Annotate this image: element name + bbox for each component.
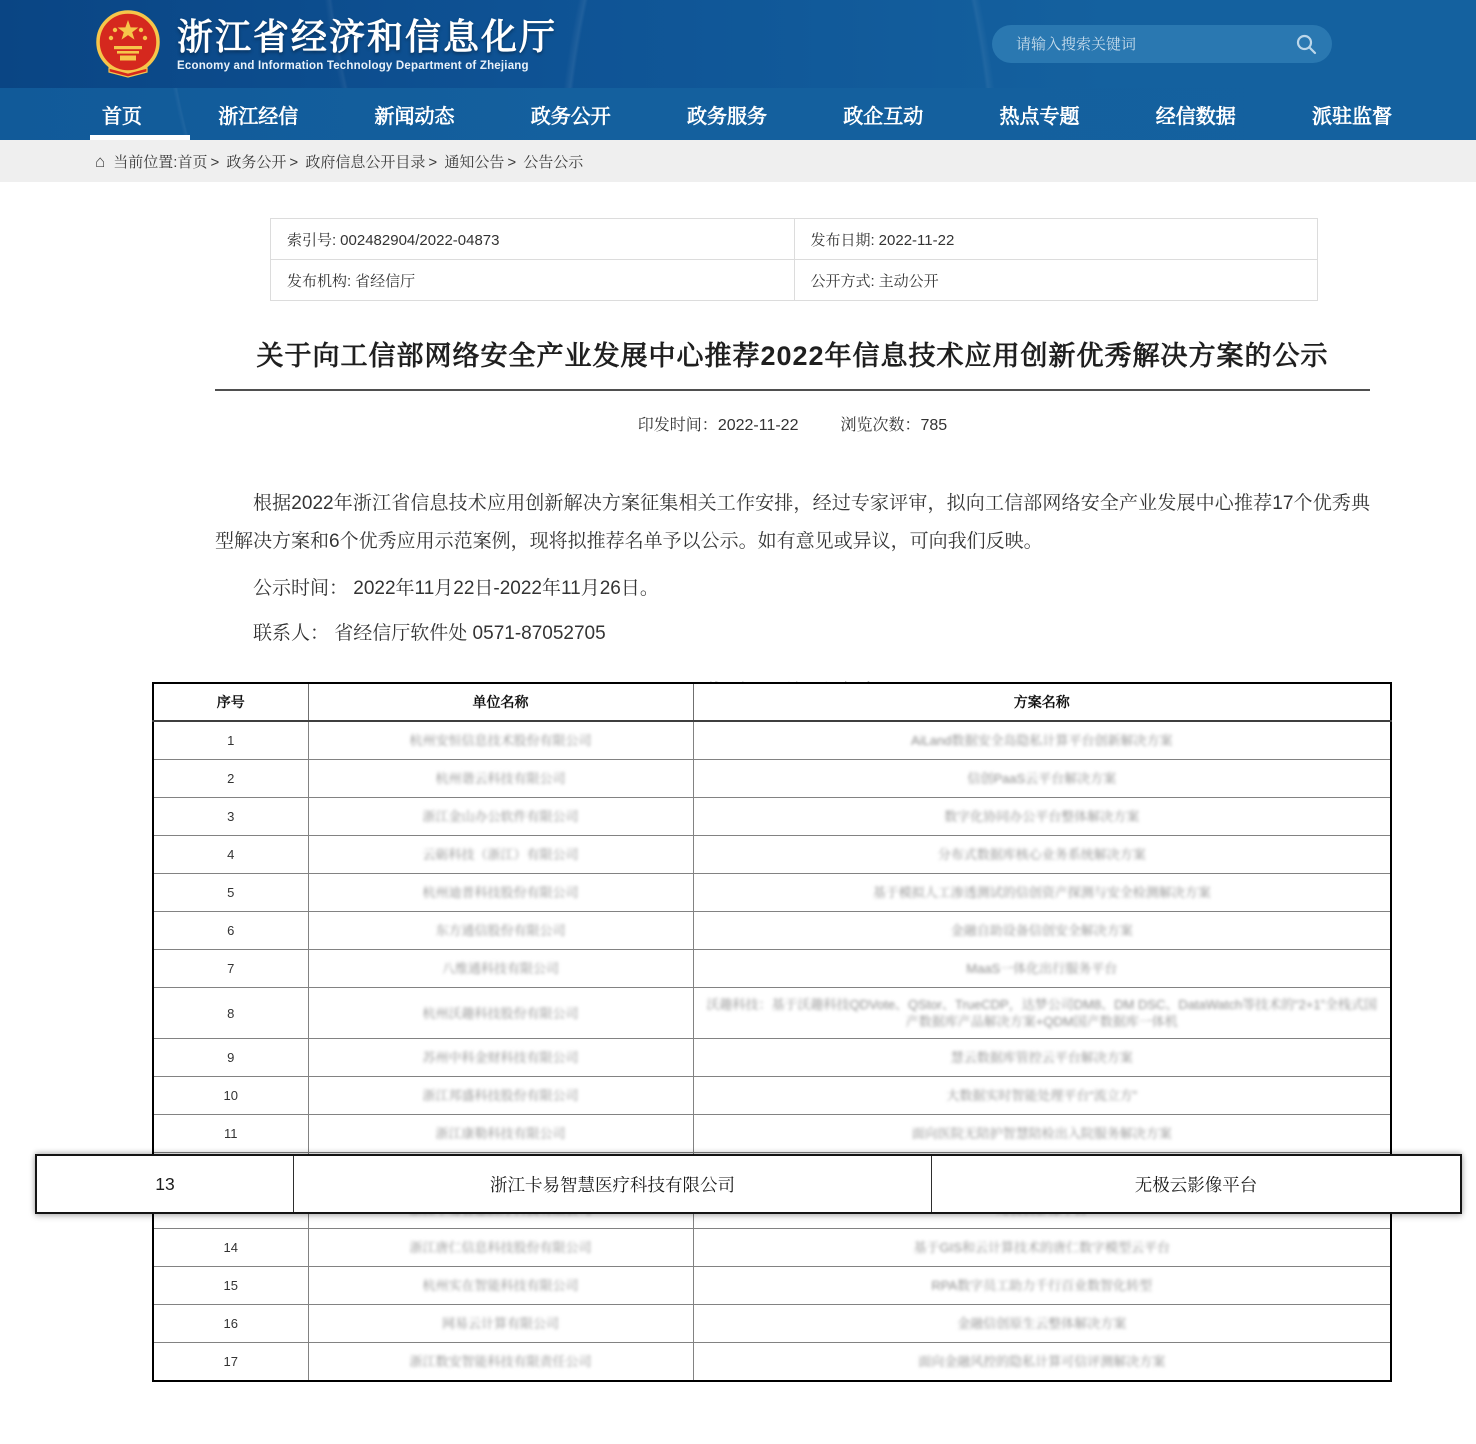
breadcrumb-separator: >	[289, 153, 303, 171]
row-no: 6	[153, 912, 308, 950]
row-company	[308, 1267, 693, 1305]
row-company-text: 杭州实在智能科技有限公司	[422, 1278, 579, 1293]
search-icon[interactable]	[1294, 32, 1318, 56]
doc-index-cell	[271, 219, 795, 260]
doc-method-cell	[794, 260, 1318, 301]
nav-item-1[interactable]: 首页	[88, 88, 156, 140]
breadcrumb-item-2[interactable]: 政务公开	[226, 153, 287, 171]
nav-item-4[interactable]: 政务公开	[530, 105, 611, 128]
site-logo[interactable]	[95, 10, 557, 78]
row-company	[308, 1077, 693, 1115]
breadcrumb-bar	[0, 140, 1476, 182]
table-body	[153, 721, 1391, 1381]
row-company-text: 浙江唐仁信息科技股份有限公司	[409, 1240, 592, 1255]
breadcrumb-item-5[interactable]: 公告公示	[523, 153, 584, 171]
table-row-1	[153, 721, 1391, 760]
page-title: 关于向工信部网络安全产业发展中心推荐2022年信息技术应用创新优秀解决方案的公示	[256, 341, 1329, 371]
row-plan-text: 分布式数据库核心业务系统解决方案	[937, 847, 1146, 862]
magnified-row-no: 13	[37, 1156, 294, 1212]
doc-method-value: 主动公开	[878, 272, 939, 290]
row-company	[308, 836, 693, 874]
views-value: 785	[920, 417, 948, 434]
row-company	[308, 760, 693, 798]
row-plan-text: 金融信创原生云整体解决方案	[957, 1316, 1127, 1331]
row-plan	[693, 988, 1391, 1039]
row-company-text: 浙江金山办公软件有限公司	[422, 809, 579, 824]
breadcrumb-label: 当前位置:	[113, 153, 178, 171]
table-row-2	[153, 760, 1391, 798]
doc-method-label: 公开方式:	[810, 272, 875, 290]
row-plan-text: 大数据实时智能处理平台“流立方”	[946, 1088, 1138, 1103]
row-plan	[693, 950, 1391, 988]
table-header-row	[153, 683, 1391, 721]
solutions-table	[152, 682, 1392, 1382]
print-time-value: 2022-11-22	[717, 417, 799, 434]
site-title: 浙江省经济和信息化厅	[177, 15, 558, 57]
table-row-6	[153, 912, 1391, 950]
breadcrumb-item-1[interactable]: 首页	[177, 153, 208, 171]
row-no: 5	[153, 874, 308, 912]
search-box	[992, 25, 1332, 63]
row-company	[308, 1039, 693, 1077]
table-row-16	[153, 1305, 1391, 1343]
doc-pubdate-value: 2022-11-22	[878, 231, 955, 249]
row-no: 1	[153, 721, 308, 760]
row-plan-text: 基于模拟人工渗透测试的信创资产探测与安全检测解决方案	[872, 885, 1211, 900]
row-plan-text: 信创PaaS云平台解决方案	[967, 771, 1117, 786]
views-label: 浏览次数：	[840, 417, 921, 434]
row-company	[308, 874, 693, 912]
row-company-text: 杭州沃趣科技股份有限公司	[422, 1005, 579, 1021]
row-plan	[693, 1305, 1391, 1343]
header-cell-plan: 方案名称	[693, 683, 1391, 721]
magnified-row-overlay	[35, 1154, 1462, 1214]
row-no: 4	[153, 836, 308, 874]
nav-item-7[interactable]: 热点专题	[999, 105, 1080, 128]
header-cell-company: 单位名称	[308, 683, 693, 721]
table-row-4	[153, 836, 1391, 874]
row-company-text: 杭州迪普科技股份有限公司	[422, 885, 579, 900]
national-emblem-icon	[95, 10, 161, 78]
home-icon: ⌂	[95, 151, 106, 171]
row-plan-text: 面向医院无陪护智慧陪检出入院服务解决方案	[911, 1126, 1172, 1141]
row-no: 2	[153, 760, 308, 798]
table-row-11	[153, 1115, 1391, 1153]
row-no: 17	[153, 1343, 308, 1382]
row-plan	[693, 912, 1391, 950]
row-company	[308, 1229, 693, 1267]
row-plan-text: 慧云数据库管控云平台解决方案	[950, 1050, 1133, 1065]
row-plan-text: AiLand数据安全岛隐私计算平台创新解决方案	[911, 733, 1173, 748]
row-company-text: 苏州中科金财科技有限公司	[422, 1050, 579, 1065]
row-plan	[693, 760, 1391, 798]
table-row-3	[153, 798, 1391, 836]
row-company-text: 东方通信股份有限公司	[435, 923, 566, 938]
row-company-text: 云砺科技（浙江）有限公司	[422, 847, 579, 862]
title-divider	[215, 389, 1370, 391]
breadcrumb-trail	[177, 151, 583, 172]
nav-item-6[interactable]: 政企互动	[843, 105, 924, 128]
row-company-text: 杭州谐云科技有限公司	[435, 771, 566, 786]
row-plan	[693, 1115, 1391, 1153]
row-no: 3	[153, 798, 308, 836]
header-cell-no: 序号	[153, 683, 308, 721]
article	[215, 339, 1370, 708]
doc-pubdate-label: 发布日期:	[810, 231, 875, 249]
row-no: 9	[153, 1039, 308, 1077]
nav-item-3[interactable]: 新闻动态	[374, 105, 455, 128]
table-row-14	[153, 1229, 1391, 1267]
row-plan	[693, 721, 1391, 760]
magnified-row-plan: 无极云影像平台	[1134, 1174, 1258, 1195]
breadcrumb-separator: >	[428, 153, 442, 171]
row-no: 7	[153, 950, 308, 988]
breadcrumb-item-4[interactable]: 通知公告	[444, 153, 505, 171]
row-no: 8	[153, 988, 308, 1039]
row-company	[308, 912, 693, 950]
row-company	[308, 798, 693, 836]
search-input[interactable]	[1014, 35, 1294, 54]
row-plan-text: 基于GIS和云计算技术的唐仁数字模型云平台	[913, 1240, 1170, 1255]
doc-agency-label: 发布机构:	[287, 272, 352, 290]
table-row-7	[153, 950, 1391, 988]
breadcrumb-item-3[interactable]: 政府信息公开目录	[305, 153, 426, 171]
row-plan-text: RPA数字员工助力千行百业数智化转型	[931, 1278, 1153, 1293]
row-company	[308, 1115, 693, 1153]
table-row-5	[153, 874, 1391, 912]
print-time-label: 印发时间：	[637, 417, 718, 434]
row-plan	[693, 1267, 1391, 1305]
table-row-17	[153, 1343, 1391, 1382]
breadcrumb-separator: >	[210, 153, 224, 171]
nav-item-2[interactable]: 浙江经信	[218, 105, 299, 128]
row-company-text: 杭州安恒信息技术股份有限公司	[409, 733, 592, 748]
site-subtitle: Economy and Information Technology Department of Zhejiang	[177, 59, 529, 72]
row-company-text: 网易云计算有限公司	[441, 1316, 559, 1331]
row-plan-text: 数字化协同办公平台整体解决方案	[944, 809, 1140, 824]
row-company	[308, 721, 693, 760]
row-no: 16	[153, 1305, 308, 1343]
row-plan-text: 金融自助设备信创安全解决方案	[950, 923, 1133, 938]
row-company	[308, 1343, 693, 1382]
row-company-text: 浙江康勒科技有限公司	[435, 1126, 566, 1141]
nav-item-8[interactable]: 经信数据	[1155, 105, 1236, 128]
article-meta-line	[215, 412, 1370, 435]
table-row-10	[153, 1077, 1391, 1115]
row-company-text: 浙江邦盛科技股份有限公司	[422, 1088, 579, 1103]
nav-item-9[interactable]: 派驻监督	[1312, 105, 1392, 128]
breadcrumb-separator: >	[507, 153, 521, 171]
table-row-15	[153, 1267, 1391, 1305]
header-bar	[0, 0, 1476, 88]
row-plan	[693, 836, 1391, 874]
row-plan	[693, 874, 1391, 912]
doc-agency-value: 省经信厅	[355, 272, 416, 290]
table-row-9	[153, 1039, 1391, 1077]
doc-pubdate-cell	[794, 219, 1318, 260]
doc-index-label: 索引号:	[287, 231, 337, 249]
row-company	[308, 1305, 693, 1343]
row-no: 10	[153, 1077, 308, 1115]
contact-line: 联系人： 省经信厅软件处 0571-87052705	[253, 623, 606, 644]
row-no: 15	[153, 1267, 308, 1305]
row-company-text: 八维通科技有限公司	[441, 961, 559, 976]
row-plan-text: 面向金融风控的隐私计算可信评测解决方案	[918, 1354, 1166, 1369]
doc-meta-table	[270, 218, 1318, 301]
nav-item-5[interactable]: 政务服务	[687, 105, 767, 128]
row-no: 11	[153, 1115, 308, 1153]
article-paragraph: 根据2022年浙江省信息技术应用创新解决方案征集相关工作安排，经过专家评审，拟向工信部网络安全产业发展中心推荐17个优秀典型解决方案和6个优秀应用示范案例，现将拟推荐名单予以公示。如有意见或异议，可向我们反映。	[215, 493, 1370, 552]
row-plan	[693, 1343, 1391, 1382]
row-company	[308, 950, 693, 988]
publicity-time-line: 公示时间： 2022年11月22日-2022年11月26日。	[253, 578, 659, 599]
row-plan-text: 沃趣科技：基于沃趣科技QDVote、QStor、TrueCDP，达梦公司DM8、DM DSC、DataWatch等技术的“2+1”全栈式国产数据库产品解决方案+QDM国产数据库一体机	[706, 997, 1377, 1029]
row-plan	[693, 1229, 1391, 1267]
row-plan	[693, 798, 1391, 836]
row-company	[308, 988, 693, 1039]
main-nav	[0, 88, 1476, 140]
doc-agency-cell	[271, 260, 795, 301]
table-row-8	[153, 988, 1391, 1039]
row-plan-text: MaaS一体化出行服务平台	[966, 961, 1118, 976]
doc-index-value: 002482904/2022-04873	[340, 231, 500, 249]
row-plan	[693, 1039, 1391, 1077]
row-company-text: 浙江数安智能科技有限责任公司	[409, 1354, 592, 1369]
magnified-row-company: 浙江卡易智慧医疗科技有限公司	[294, 1156, 932, 1212]
row-plan	[693, 1077, 1391, 1115]
row-no: 14	[153, 1229, 308, 1267]
